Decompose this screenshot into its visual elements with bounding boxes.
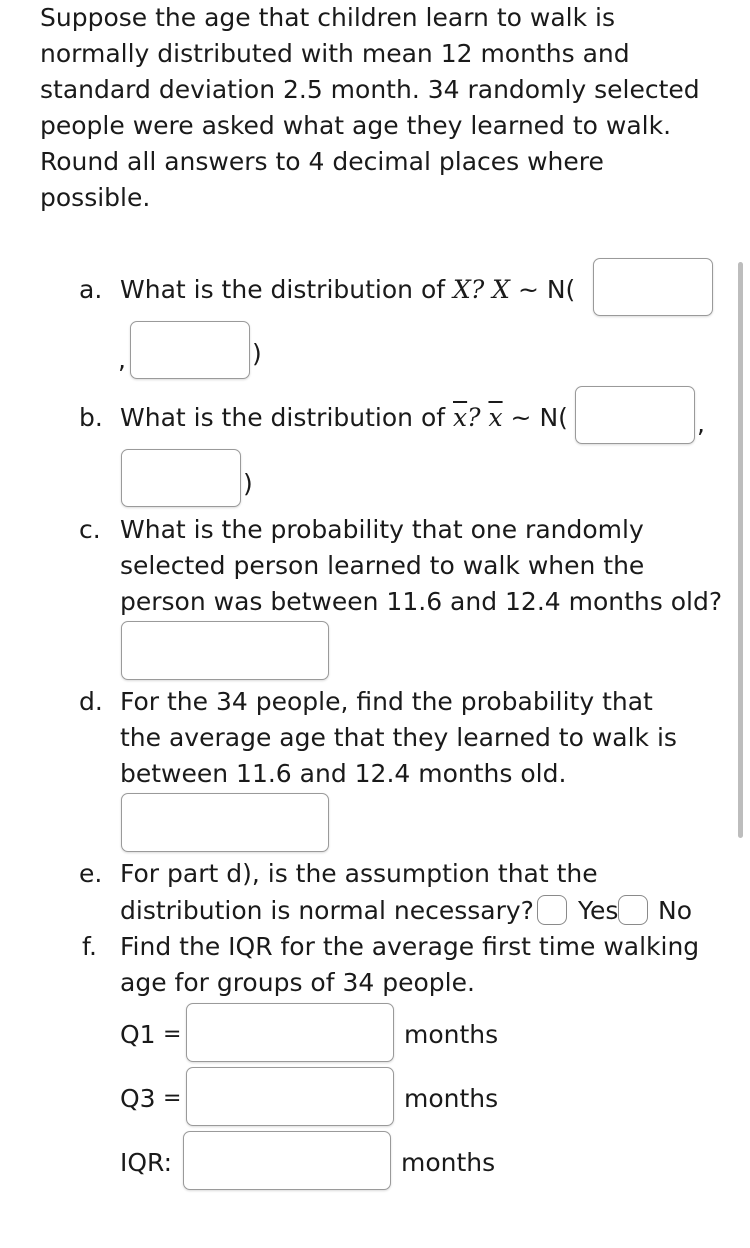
part-c-answer-input[interactable]: [121, 621, 329, 680]
vertical-scrollbar[interactable]: [738, 262, 743, 838]
q3-input[interactable]: [186, 1067, 394, 1126]
problem-intro: Suppose the age that children learn to walk is normally distributed with mean 12 months and standard deviation 2.5 month. 34 randomly selected people were asked what age they learned to walk. Round all answers to 4 decimal places where possible.: [40, 3, 700, 212]
part-a-n-open: N(: [546, 275, 576, 304]
q3-unit: months: [404, 1084, 499, 1113]
no-label: No: [658, 896, 692, 925]
part-b-close-paren: ): [243, 469, 253, 498]
part-c-line-3: person was between 11.6 and 12.4 months old?: [120, 587, 723, 616]
part-b-tilde: ~: [510, 403, 532, 432]
part-a-var2: X: [492, 275, 510, 304]
part-a-qmark: ?: [470, 275, 485, 304]
part-b-comma: ,: [697, 409, 705, 438]
q1-unit: months: [404, 1020, 499, 1049]
part-e-marker: e.: [79, 859, 103, 888]
part-b-n-open: N(: [539, 403, 568, 432]
part-c-line-1: What is the probability that one randomly: [120, 515, 644, 544]
yes-label: Yes: [578, 896, 619, 925]
part-d-line-1: For the 34 people, find the probability that: [120, 687, 653, 716]
iqr-label: IQR:: [120, 1148, 173, 1177]
part-d-line-3: between 11.6 and 12.4 months old.: [120, 759, 567, 788]
part-b-question: [120, 400, 568, 436]
part-a-question: [120, 272, 575, 308]
part-b-mean-input[interactable]: [575, 386, 695, 444]
part-a-var: X: [453, 275, 471, 304]
part-b-marker: b.: [79, 403, 103, 432]
part-a-tilde: ~: [517, 275, 539, 304]
part-b-sd-input[interactable]: [121, 449, 241, 507]
part-a-close-paren: ): [252, 339, 262, 368]
part-c-marker: c.: [79, 515, 101, 544]
part-a-sd-input[interactable]: [130, 321, 250, 379]
part-e-line-2: distribution is normal necessary?: [120, 896, 534, 925]
part-e-line-1: For part d), is the assumption that the: [120, 859, 598, 888]
q1-equals: =: [163, 1022, 182, 1047]
part-b-var2: $\overline{x}$: [488, 403, 503, 432]
yes-checkbox[interactable]: [537, 895, 567, 925]
part-b-var: $\overline{x}$: [453, 403, 468, 432]
part-a-comma: ,: [118, 345, 126, 374]
q1-input[interactable]: [186, 1003, 394, 1062]
q3-label: Q3: [120, 1084, 156, 1113]
part-d-line-2: the average age that they learned to walk is: [120, 723, 677, 752]
part-a-prefix: What is the distribution of: [120, 275, 446, 304]
part-f-line-2: age for groups of 34 people.: [120, 968, 475, 997]
part-b-qmark: ?: [467, 403, 481, 432]
part-d-answer-input[interactable]: [121, 793, 329, 852]
part-c-line-2: selected person learned to walk when the: [120, 551, 645, 580]
part-f-line-1: Find the IQR for the average first time walking: [120, 932, 700, 961]
part-a-marker: a.: [79, 275, 103, 304]
part-d-marker: d.: [79, 687, 103, 716]
iqr-input[interactable]: [183, 1131, 391, 1190]
q1-label: Q1: [120, 1020, 156, 1049]
iqr-unit: months: [401, 1148, 496, 1177]
part-f-marker: f.: [82, 932, 97, 961]
part-a-mean-input[interactable]: [593, 258, 713, 316]
no-checkbox[interactable]: [618, 895, 648, 925]
q3-equals: =: [163, 1086, 182, 1111]
part-b-prefix: What is the distribution of: [120, 403, 446, 432]
